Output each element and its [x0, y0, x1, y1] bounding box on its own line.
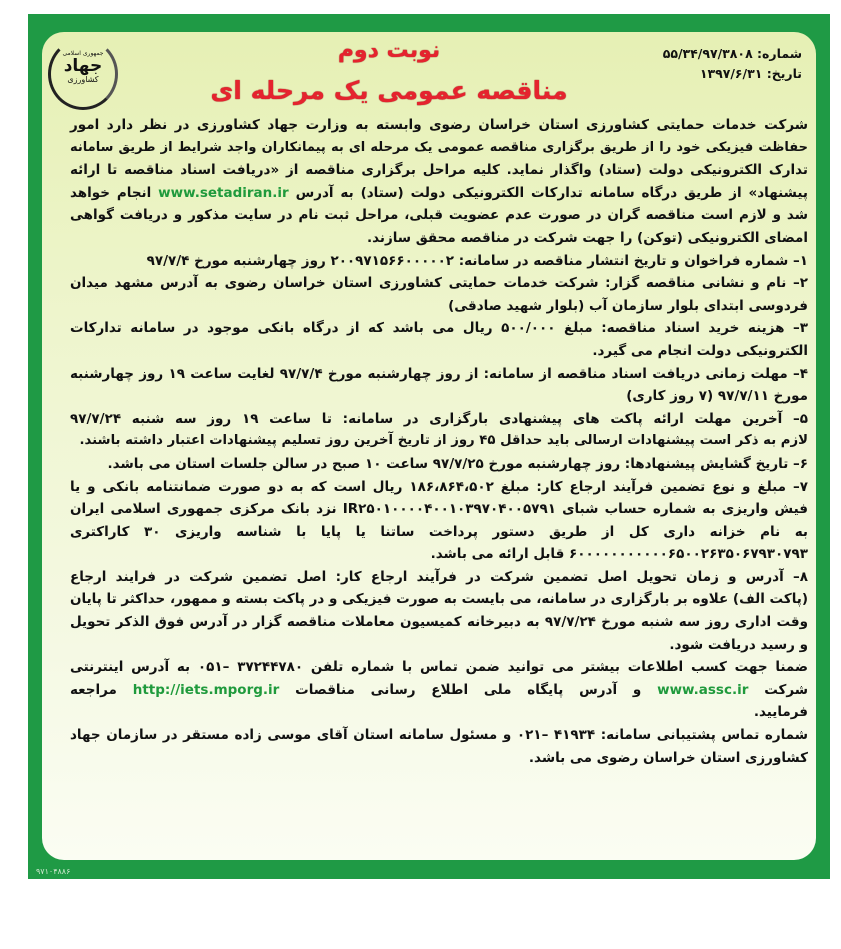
text-line: ۲– نام و نشانی مناقصه گزار: شرکت خدمات حمایتی کشاورزی استان خراسان رضوی به آدرس مشهد میدان: [70, 275, 808, 292]
text-line: ۵– آخرین مهلت ارائه پاکت های پیشنهادی بارگزاری در سامانه: تا ساعت ۱۹ روز سه شنبه ۹۷/۷/۲۴: [70, 410, 808, 427]
text-line: [70, 679, 808, 702]
text-line: تدارک الکترونیکی دولت (ستاد) واگذار نماید. کلیه مراحل برگزاری مناقصه از «دریافت اسناد مناقصه تا ارائه: [70, 162, 808, 179]
text-line: به نام خزانه داری کل از طریق دستور پرداخت ساتنا یا پایا با شناسه واریزی ۳۰ کاراکتری: [70, 523, 808, 540]
notice-paragraph: [70, 453, 808, 476]
text-line: ۶– تاریخ گشایش پیشنهادها: روز چهارشنبه مورخ ۹۷/۷/۲۵ ساعت ۱۰ صبح در سالن جلسات استان می باشد.: [107, 455, 808, 472]
text-line: [70, 182, 808, 205]
text-line: وقت اداری روز سه شنبه مورخ ۹۷/۷/۲۴ به دبیرخانه کمیسیون معاملات مناقصه گزار در آدرس فوق الذکر تحویل: [70, 614, 808, 631]
notice-paragraph: [70, 656, 808, 724]
notice-paragraph: [70, 317, 808, 362]
text-line: مورخ ۹۷/۷/۱۱ (۷ روز کاری): [626, 388, 808, 405]
notice-round: نوبت دوم: [337, 38, 441, 63]
logo-main-text: جهاد: [63, 56, 103, 76]
text-line: امضای الکترونیکی (توکن) را جهت شرکت در مناقصه محقق سازند.: [366, 229, 808, 246]
logo-top-text: جمهوری اسلامی: [62, 50, 104, 57]
notice-paragraph: [70, 272, 808, 317]
text-line: الکترونیکی دولت انجام می گیرد.: [592, 342, 808, 359]
notice-paragraph: [70, 363, 808, 408]
text-segment: مراجعه: [70, 681, 133, 698]
notice-paragraph: [70, 114, 808, 250]
text-line: ۸– آدرس و زمان تحویل اصل تضمین شرکت در فرآیند ارجاع کار: اصل تضمین شرکت در فرایند ارجاع: [70, 568, 808, 585]
text-line: و رسید دریافت شود.: [669, 636, 808, 653]
text-segment: پیشنهاد» از طریق درگاه سامانه تدارکات الکترونیکی دولت (ستاد) به آدرس: [288, 184, 808, 201]
website-link[interactable]: www.setadiran.ir: [158, 184, 289, 201]
text-line: فیش واریزی به شماره حساب شبای IR۲۵۰۱۰۰۰۰۴۰۰۱۰۳۹۷۰۴۰۰۵۷۹۱ نزد بانک مرکزی جمهوری اسلامی ایران: [70, 501, 808, 518]
text-line: فرمایید.: [753, 704, 808, 721]
notice-paragraph: [70, 476, 808, 566]
notice-panel: [42, 32, 816, 860]
text-line: ۴– مهلت زمانی دریافت اسناد مناقصه از سامانه: از روز چهارشنبه مورخ ۹۷/۷/۴ لغایت ساعت ۱۹ روز چهارشنبه: [70, 365, 809, 382]
logo-sub-text: کشاورزی: [67, 75, 99, 84]
text-line: حفاظت فیزیکی خود را از طریق برگزاری مناقصه عمومی یک مرحله ای به پیمانکاران واجد شرایط از طریق سامانه: [70, 139, 808, 155]
website-link[interactable]: www.assc.ir: [657, 681, 749, 698]
text-line: کشاورزی استان خراسان رضوی می باشد.: [528, 749, 808, 766]
text-line: ضمنا جهت کسب اطلاعات بیشتر می توانید ضمن تماس با شماره تلفن ۳۷۲۴۴۷۸۰ –۰۵۱ به آدرس اینترنتی: [70, 659, 809, 676]
website-link[interactable]: http://iets.mporg.ir: [132, 681, 280, 698]
notice-paragraph: [70, 566, 808, 656]
text-line: ۳– هزینه خرید اسناد مناقصه: مبلغ ۵۰۰/۰۰۰ ریال می باشد که از درگاه بانکی موجود در سامانه تدارکات: [70, 320, 809, 337]
notice-paragraph: [70, 408, 808, 453]
notice-frame: [28, 14, 830, 879]
text-line: (پاکت الف) علاوه بر بارگزاری در سامانه، می بایست به صورت فیزیکی و در پاکت بسته و ممهور، حداکثر تا پایان: [70, 591, 808, 608]
notice-paragraph: [70, 250, 808, 273]
footer-code: ۹۷۱۰۴۸۸۶: [36, 867, 71, 876]
text-line: شرکت خدمات حمایتی کشاورزی استان خراسان رضوی وابسته به وزارت جهاد کشاورزی در نظر دارد امور: [70, 117, 808, 133]
text-line: ۶۰۰۰۰۰۰۰۰۰۰۰۶۵۰۰۲۶۳۵۰۶۷۹۳۰۷۹۳ قابل ارائه می باشد.: [430, 546, 808, 563]
text-segment: شرکت: [748, 681, 809, 698]
text-line: فردوسی ابتدای بلوار سازمان آب (بلوار شهید صادقی): [448, 297, 808, 314]
text-line: شد و لازم است مناقصه گران در صورت عدم عضویت قبلی، مراحل ثبت نام در سایت مذکور و دریافت گواهی: [70, 207, 808, 224]
text-line: ۱– شماره فراخوان و تاریخ انتشار مناقصه در سامانه: ۲۰۰۹۷۱۵۶۶۰۰۰۰۰۲ روز چهارشنبه مورخ ۹۷/۷/۴: [146, 252, 808, 269]
text-line: لازم به ذکر است پیشنهادات ارسالی باید حداقل ۴۵ روز از تاریخ آخرین روز تسلیم پیشنهادات اعتبار داشته باشند.: [79, 433, 808, 449]
notice-body: [70, 114, 808, 769]
text-line: ۷– مبلغ و نوع تضمین فرآیند ارجاع کار: مبلغ ۱۸۶،۸۶۴،۵۰۲ ریال است که به دو صورت ضمانتنامه بانکی و یا: [70, 478, 808, 495]
text-segment: انجام خواهد: [70, 184, 159, 201]
notice-paragraph: [70, 724, 808, 769]
text-line: شماره تماس پشتیبانی سامانه: ۴۱۹۳۴ –۰۲۱ و مسئول سامانه استان آقای موسی زاده مستقر در سازمان جهاد: [70, 727, 808, 744]
notice-number: شماره: ۵۵/۳۴/۹۷/۳۸۰۸: [662, 46, 802, 61]
text-segment: و آدرس پایگاه ملی اطلاع رسانی مناقصات: [279, 681, 658, 698]
notice-title: مناقصه عمومی یک مرحله ای: [210, 76, 568, 105]
notice-date: تاریخ: ۱۳۹۷/۶/۳۱: [699, 66, 802, 81]
